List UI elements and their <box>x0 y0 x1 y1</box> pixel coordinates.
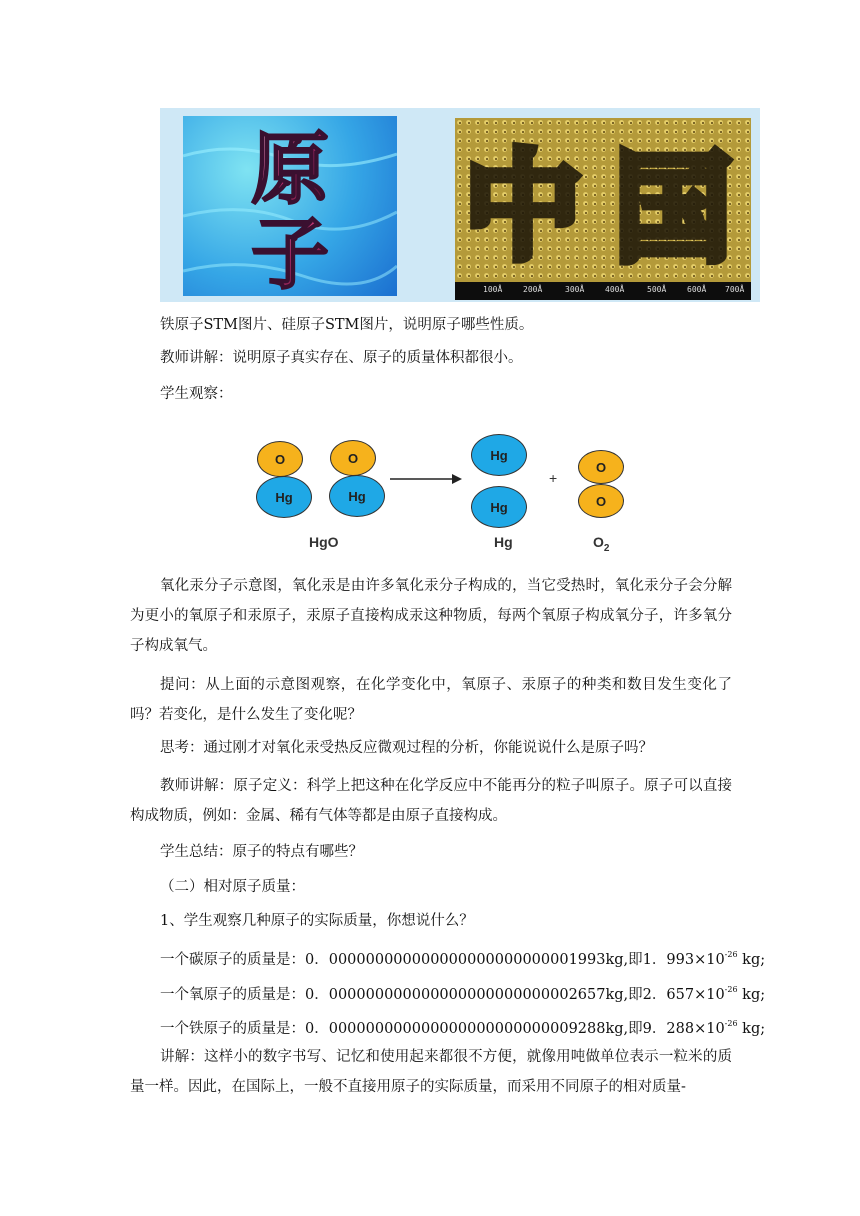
question-paragraph: 提问：从上面的示意图观察，在化学变化中，氧原子、汞原子的种类和数目发生变化了吗？若变化，是什么发生了变化呢？ <box>130 677 732 723</box>
silicon-atom-stm-image <box>455 118 751 300</box>
exponent: -26 <box>724 1019 738 1028</box>
silicon-stm-graphic <box>455 118 751 282</box>
o2-caption-subscript: 2 <box>603 542 610 554</box>
iron-atom-stm-image <box>183 116 397 296</box>
scale-label: 300Å <box>565 285 585 294</box>
scale-label: 400Å <box>605 285 625 294</box>
mercury-atom: Hg <box>256 476 312 518</box>
exponent: -26 <box>724 985 738 994</box>
section-heading: （二）相对原子质量： <box>160 879 305 895</box>
item-1: 1、学生观察几种原子的实际质量，你想说什么？ <box>160 913 474 929</box>
carbon-mass-text: 一个碳原子的质量是：0．000000000000000000000000001993kg,即1．993×10 <box>160 952 725 968</box>
scale-label: 500Å <box>647 285 667 294</box>
oxygen-atom: O <box>578 484 624 518</box>
carbon-mass-line <box>160 945 766 970</box>
iron-stm-char-1: 原 <box>250 124 330 215</box>
explanation-paragraph: 讲解：这样小的数字书写、记忆和使用起来都很不方便，就像用吨做单位表示一粒米的质量一样。因此，在国际上，一般不直接用原子的实际质量，而采用不同原子的相对质量- <box>130 1049 732 1095</box>
stm-scale-bar <box>455 282 751 300</box>
o2-caption-symbol: O <box>593 534 604 550</box>
silicon-stm-char-1: 中 <box>463 138 583 276</box>
silicon-stm-char-2: 国 <box>613 140 733 278</box>
iron-mass-text: 一个铁原子的质量是：0．000000000000000000000000009288kg,即9．288×10 <box>160 1021 725 1037</box>
teacher-explanation-2: 教师讲解：原子定义：科学上把这种在化学反应中不能再分的粒子叫原子。原子可以直接构成物质，例如：金属、稀有气体等都是由原子直接构成。 <box>130 778 732 824</box>
oxygen-atom: O <box>330 440 376 476</box>
plus-sign: + <box>549 470 558 486</box>
mercury-atom: Hg <box>471 486 527 528</box>
hg-caption: Hg <box>494 534 513 550</box>
oxygen-mass-text: 一个氧原子的质量是：0．000000000000000000000000002657kg,即2．657×10 <box>160 987 725 1003</box>
oxygen-atom: O <box>578 450 624 484</box>
scale-label: 700Å <box>725 285 745 294</box>
scale-label: 100Å <box>483 285 503 294</box>
teacher-explanation-1: 教师讲解：说明原子真实存在、原子的质量体积都很小。 <box>160 350 523 366</box>
scale-label: 200Å <box>523 285 543 294</box>
student-observe-label: 学生观察： <box>160 386 233 402</box>
iron-stm-graphic <box>183 116 397 296</box>
hgo-paragraph: 氧化汞分子示意图，氧化汞是由许多氧化汞分子构成的，当它受热时，氧化汞分子会分解为更小的氧原子和汞原子，汞原子直接构成汞这种物质，每两个氧原子构成氧分子，许多氧分子构成氧气。 <box>130 578 732 654</box>
mercury-atom: Hg <box>329 475 385 517</box>
hgo-caption: HgO <box>309 534 339 550</box>
stm-caption: 铁原子STM图片、硅原子STM图片，说明原子哪些性质。 <box>160 317 534 333</box>
unit: kg; <box>737 952 766 968</box>
mercury-atom: Hg <box>471 434 527 476</box>
student-summary: 学生总结：原子的特点有哪些？ <box>160 844 363 860</box>
unit: kg; <box>737 987 766 1003</box>
reaction-arrow-icon <box>388 472 464 486</box>
think-paragraph: 思考：通过刚才对氧化汞受热反应微观过程的分析，你能说说什么是原子吗？ <box>160 740 653 756</box>
oxygen-mass-line <box>160 980 766 1005</box>
oxygen-atom: O <box>257 441 303 477</box>
unit: kg; <box>737 1021 766 1037</box>
iron-stm-char-2: 子 <box>250 209 330 296</box>
iron-mass-line <box>160 1014 766 1039</box>
scale-label: 600Å <box>687 285 707 294</box>
o2-caption <box>593 534 609 554</box>
exponent: -26 <box>724 950 738 959</box>
